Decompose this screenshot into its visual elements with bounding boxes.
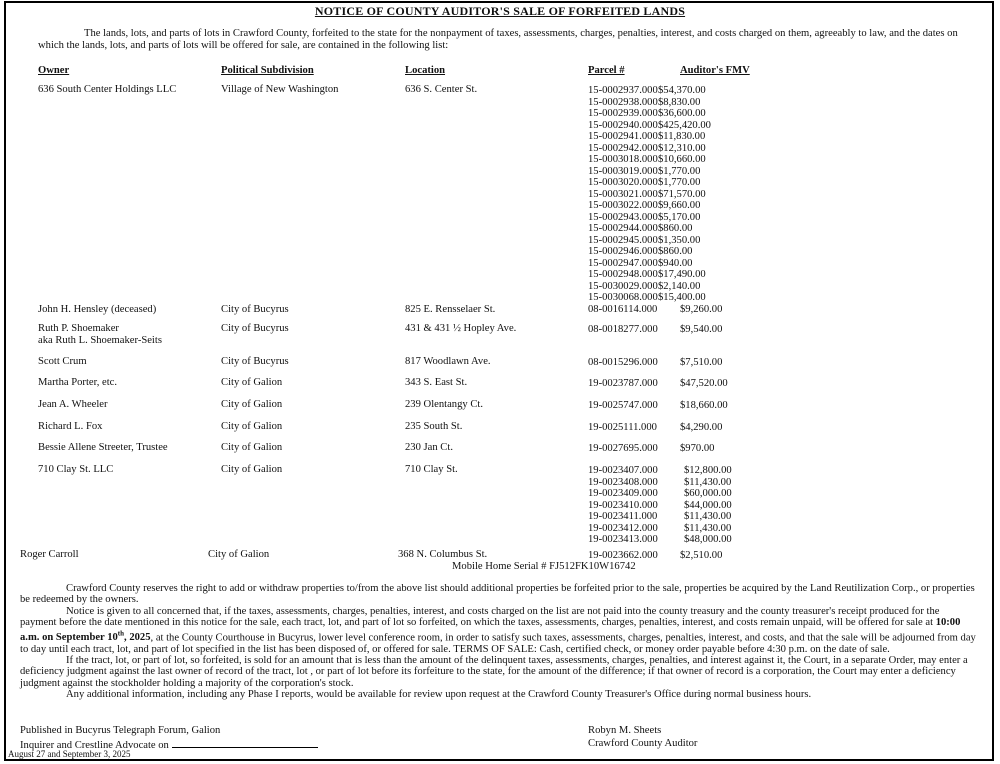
location: 636 S. Center St. xyxy=(405,84,478,95)
owner-name: Ruth P. Shoemaker xyxy=(38,323,119,334)
political-subdivision: City of Bucyrus xyxy=(221,304,289,315)
paragraph-additional-info: Any additional information, including any Phase I reports, would be available for review upon request at the Crawford County Treasurer's Office during normal business hours. xyxy=(66,689,812,701)
parcel-row xyxy=(588,511,732,523)
fmv-value: $11,430.00 xyxy=(684,476,732,488)
fmv-value: $9,660.00 xyxy=(658,200,701,211)
parcel-row xyxy=(588,281,711,293)
parcel-list-new-washington xyxy=(588,85,711,304)
parcel-number: 15-0002942.000 xyxy=(588,142,658,154)
parcel-number: 08-0016114.000 xyxy=(588,304,658,315)
parcel-list-clay-st xyxy=(588,465,732,546)
parcel-row xyxy=(588,223,711,235)
fmv-value: $60,000.00 xyxy=(684,488,732,499)
notice-title: NOTICE OF COUNTY AUDITOR'S SALE OF FORFEITED LANDS xyxy=(314,4,686,18)
fmv-value: $5,170.00 xyxy=(658,211,701,223)
fmv-value: $1,350.00 xyxy=(658,234,701,246)
location: 343 S. East St. xyxy=(405,377,468,388)
fmv-value: $11,430.00 xyxy=(684,522,732,534)
fmv-value: $12,800.00 xyxy=(684,465,732,476)
fmv-value: $15,400.00 xyxy=(658,292,706,303)
publication-info xyxy=(20,725,318,752)
parcel-number: 19-0023408.000 xyxy=(588,476,658,488)
fmv-value: $970.00 xyxy=(680,443,715,454)
parcel-row xyxy=(588,235,711,247)
parcel-row xyxy=(588,212,711,224)
fmv-value: $425,420.00 xyxy=(658,119,711,131)
fmv-value: $4,290.00 xyxy=(680,422,723,433)
parcel-row xyxy=(588,108,711,120)
parcel-row xyxy=(588,97,711,109)
fmv-value: $7,510.00 xyxy=(680,357,723,368)
parcel-row xyxy=(588,465,732,477)
publication-dates: August 27 and September 3, 2025 xyxy=(8,749,131,759)
parcel-number: 15-0003021.000 xyxy=(588,188,658,200)
parcel-number: 08-0018277.000 xyxy=(588,324,658,335)
parcel-number: 15-0002940.000 xyxy=(588,119,658,131)
parcel-number: 19-0023411.000 xyxy=(588,511,658,522)
parcel-row xyxy=(588,143,711,155)
parcel-number: 15-0002945.000 xyxy=(588,234,658,246)
parcel-number: 15-0030068.000 xyxy=(588,292,658,303)
political-subdivision: Village of New Washington xyxy=(221,84,339,95)
fmv-value: $18,660.00 xyxy=(680,400,728,411)
fmv-value: $17,490.00 xyxy=(658,269,706,280)
date-blank-line xyxy=(172,738,318,748)
location: 431 & 431 ½ Hopley Ave. xyxy=(405,323,517,334)
intro-paragraph: The lands, lots, and parts of lots in Crawford County, forfeited to the state for the nonpayment of taxes, assessments, charges, penalties, interest, and costs charged on them, agreeably to law, and the dates on which the lands, lots, and parts of lots will be offered for sale, are contained in the following list: xyxy=(38,28,958,51)
political-subdivision: City of Galion xyxy=(221,399,283,410)
fmv-value: $9,260.00 xyxy=(680,304,723,315)
location: 817 Woodlawn Ave. xyxy=(405,356,491,367)
owner-name: John H. Hensley (deceased) xyxy=(38,304,157,315)
parcel-number: 19-0023412.000 xyxy=(588,522,658,534)
owner-name: Roger Carroll xyxy=(20,549,79,560)
political-subdivision: City of Bucyrus xyxy=(221,323,289,334)
parcel-number: 15-0002941.000 xyxy=(588,131,658,142)
owner-name: 710 Clay St. LLC xyxy=(38,464,114,475)
parcel-row xyxy=(588,154,711,166)
political-subdivision: City of Galion xyxy=(221,377,283,388)
parcel-row xyxy=(588,500,732,512)
published-line-2: Inquirer and Crestline Advocate on xyxy=(20,738,318,753)
fmv-value: $54,370.00 xyxy=(658,85,706,96)
political-subdivision: City of Galion xyxy=(221,442,283,453)
parcel-row xyxy=(588,292,711,304)
signer-name: Robyn M. Sheets xyxy=(588,725,662,736)
parcel-row xyxy=(588,177,711,189)
fmv-value: $2,140.00 xyxy=(658,280,701,292)
parcel-number: 15-0003020.000 xyxy=(588,177,658,188)
fmv-value: $36,600.00 xyxy=(658,108,706,119)
paragraph-reserve-right: Crawford County reserves the right to add or withdraw properties to/from the above list should additional properties be forfeited prior to the sale, properties be acquired by the Land Reutilization Corp., or properties be redeemed by the owners. xyxy=(20,583,975,606)
header-owner: Owner xyxy=(38,65,70,76)
fmv-value: $71,570.00 xyxy=(658,188,706,200)
parcel-number: 19-0023662.000 xyxy=(588,550,658,561)
parcel-number: 19-0025111.000 xyxy=(588,422,657,433)
parcel-number: 15-0002947.000 xyxy=(588,257,658,269)
parcel-number: 19-0023787.000 xyxy=(588,378,658,389)
fmv-value: $11,430.00 xyxy=(684,511,732,522)
fmv-value: $1,770.00 xyxy=(658,165,701,177)
owner-alias: aka Ruth L. Shoemaker-Seits xyxy=(38,335,162,346)
location: 235 South St. xyxy=(405,421,463,432)
parcel-row xyxy=(588,246,711,258)
parcel-number: 15-0002938.000 xyxy=(588,96,658,108)
political-subdivision: City of Galion xyxy=(221,464,283,475)
parcel-row xyxy=(588,166,711,178)
mobile-home-serial: Mobile Home Serial # FJ512FK10W16742 xyxy=(452,561,636,572)
parcel-number: 15-0002944.000 xyxy=(588,223,658,234)
parcel-number: 19-0023407.000 xyxy=(588,465,658,476)
parcel-number: 15-0003018.000 xyxy=(588,154,658,165)
fmv-value: $1,770.00 xyxy=(658,177,701,188)
owner-name: Scott Crum xyxy=(38,356,87,367)
signer-title: Crawford County Auditor xyxy=(588,737,698,749)
parcel-number: 15-0002937.000 xyxy=(588,85,658,96)
parcel-number: 15-0002946.000 xyxy=(588,246,658,257)
signature-block xyxy=(588,725,697,750)
location: 239 Olentangy Ct. xyxy=(405,399,483,410)
parcel-row xyxy=(588,523,732,535)
parcel-row xyxy=(588,258,711,270)
parcel-number: 15-0002939.000 xyxy=(588,108,658,119)
owner-name: Bessie Allene Streeter, Trustee xyxy=(38,442,168,453)
fmv-value: $44,000.00 xyxy=(684,499,732,511)
parcel-row xyxy=(588,534,732,546)
parcel-row xyxy=(588,477,732,489)
parcel-number: 19-0023410.000 xyxy=(588,499,658,511)
parcel-row xyxy=(588,269,711,281)
header-parcel: Parcel # xyxy=(588,65,625,76)
fmv-value: $47,520.00 xyxy=(680,378,728,389)
fmv-value: $11,830.00 xyxy=(658,131,706,142)
header-location: Location xyxy=(405,65,446,76)
published-line-1: Published in Bucyrus Telegraph Forum, Galion xyxy=(20,725,221,736)
owner-name: Richard L. Fox xyxy=(38,421,103,432)
parcel-number: 15-0002943.000 xyxy=(588,211,658,223)
parcel-number: 19-0025747.000 xyxy=(588,400,658,411)
location: 368 N. Columbus St. xyxy=(398,549,488,560)
parcel-row xyxy=(588,488,732,500)
fmv-value: $8,830.00 xyxy=(658,96,701,108)
parcel-row xyxy=(588,189,711,201)
fmv-value: $940.00 xyxy=(658,257,693,269)
parcel-number: 15-0003019.000 xyxy=(588,165,658,177)
owner-name: Martha Porter, etc. xyxy=(38,377,117,388)
parcel-row xyxy=(588,200,711,212)
political-subdivision: City of Bucyrus xyxy=(221,356,289,367)
fmv-value: $48,000.00 xyxy=(684,534,732,545)
parcel-number: 19-0023409.000 xyxy=(588,488,658,499)
parcel-row xyxy=(588,120,711,132)
location: 710 Clay St. xyxy=(405,464,458,475)
parcel-number: 19-0023413.000 xyxy=(588,534,658,545)
parcel-number: 15-0002948.000 xyxy=(588,269,658,280)
fmv-value: $10,660.00 xyxy=(658,154,706,165)
parcel-row xyxy=(588,131,711,143)
paragraph-sale-notice: Notice is given to all concerned that, if the taxes, assessments, charges, penalties, interest, and costs charged on the list are not paid into the county treasury and the county treasurer's receipt produced for the payment before the date mentioned in this notice for the sale, each tract, lot, and part of lot so forfeited, on which the taxes, assessments, charges, penalties, interest, and costs remain unpaid, will be offered for sale at 10:00 a.m. on September 10th, 2025, at the County Courthouse in Bucyrus, lower level conference room, in order to satisfy such taxes, assessments, charges, penalties, interest, and costs, and that the sale will be adjourned from day to day until each tract, lot, and part of lot specified in the list has been disposed of, or offered for sale. TERMS OF SALE: Cash, certified check, or money order payable before 4:30 p.m. on the date of sale. xyxy=(20,605,976,655)
notice-body xyxy=(20,583,978,701)
parcel-number: 15-0003022.000 xyxy=(588,200,658,211)
location: 230 Jan Ct. xyxy=(405,442,453,453)
parcel-row xyxy=(588,85,711,97)
fmv-value: $9,540.00 xyxy=(680,324,723,335)
political-subdivision: City of Galion xyxy=(208,549,270,560)
fmv-value: $860.00 xyxy=(658,246,693,257)
parcel-number: 08-0015296.000 xyxy=(588,357,658,368)
header-auditors-fmv: Auditor's FMV xyxy=(680,65,750,76)
fmv-value: $12,310.00 xyxy=(658,142,706,154)
header-political-subdivision: Political Subdivision xyxy=(221,65,314,76)
paragraph-deficiency: If the tract, lot, or part of lot, so forfeited, is sold for an amount that is less than the amount of the delinquent taxes, assessments, charges, penalties, and interest against it, the Court, in a separate Order, may enter a deficiency judgment against the last owner of record of the tract, lot , or part of lot before its forfeiture to the state, for the amount of the difference; if that owner of record is a corporation, the Court may enter a deficiency judgment against the stockholder holding a majority of the corporation's stock. xyxy=(20,654,968,689)
fmv-value: $860.00 xyxy=(658,223,693,234)
owner-name: Jean A. Wheeler xyxy=(38,399,108,410)
fmv-value: $2,510.00 xyxy=(680,550,723,561)
parcel-number: 15-0030029.000 xyxy=(588,280,658,292)
owner-name: 636 South Center Holdings LLC xyxy=(38,84,177,95)
political-subdivision: City of Galion xyxy=(221,421,283,432)
location: 825 E. Rensselaer St. xyxy=(405,304,496,315)
sale-time: 10:00 a.m. on September 10th, 2025 xyxy=(20,617,961,644)
parcel-number: 19-0027695.000 xyxy=(588,443,658,454)
